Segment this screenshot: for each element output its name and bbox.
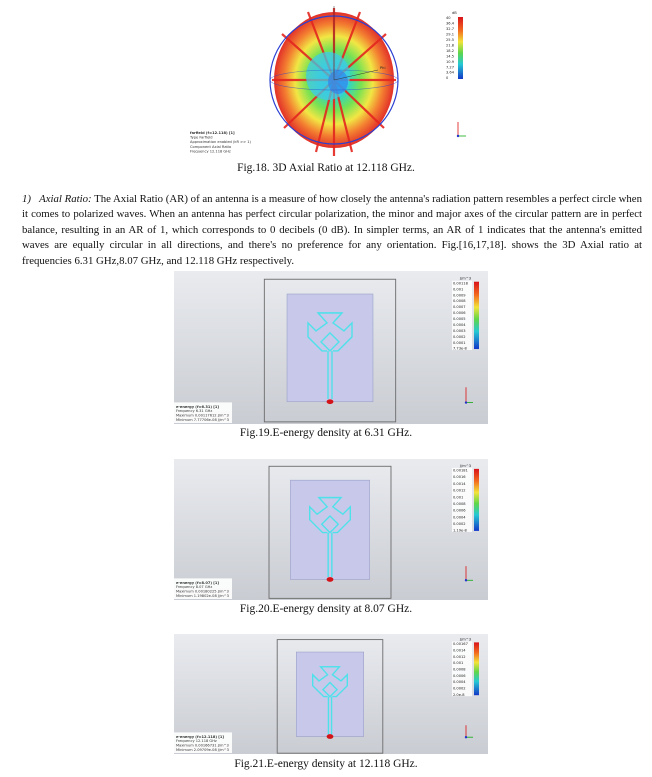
colorbar-tick-label: 0.0012 <box>453 488 466 493</box>
colorbar-tick-label: 0.0005 <box>453 317 466 322</box>
colorbar-tick-label: 25.5 <box>446 38 455 43</box>
colorbar-tick-label: 0.0001 <box>453 340 466 345</box>
logo-fragment <box>34 0 90 5</box>
colorbar-tick-label: 21.8 <box>446 43 455 48</box>
figure-18-caption: Fig.18. 3D Axial Ratio at 12.118 GHz. <box>237 162 415 174</box>
colorbar-tick-label: 0.0008 <box>453 667 466 672</box>
info-line: Maximum 0.00180225 J/m^3 <box>176 589 229 594</box>
colorbar-tick-label: 0.0016 <box>453 475 466 480</box>
colorbar-tick-label: 0.0007 <box>453 305 466 310</box>
colorbar-tick-label: 0.0003 <box>453 328 466 333</box>
info-line: Type Farfield <box>190 135 213 140</box>
colorbar-tick-label: 7.27 <box>446 65 455 70</box>
ground-plane <box>287 294 373 402</box>
colorbar-tick-label: 0.0006 <box>453 673 466 678</box>
colorbar-unit: J/m^3 <box>460 463 472 468</box>
feed-port <box>327 399 334 404</box>
info-line: e-energy (f=12.118) [1] <box>176 734 225 739</box>
info-block-fig19 <box>174 402 232 423</box>
colorbar-tick-label: 0.0004 <box>453 680 466 685</box>
info-line: Maximum 0.00166731 J/m^3 <box>176 743 229 748</box>
colorbar-tick-label: 0.00181 <box>453 468 468 473</box>
colorbar-tick-label: 0.001 <box>453 495 464 500</box>
axis-triad-icon <box>465 725 473 738</box>
colorbar-tick-label: 36.4 <box>446 21 455 26</box>
colorbar-tick-label: 2.0e-8 <box>453 692 465 697</box>
colorbar-unit: dB <box>452 11 457 15</box>
colorbar <box>474 642 479 695</box>
figure-21-image <box>174 634 488 754</box>
colorbar-tick-label: 0.0008 <box>453 299 466 304</box>
colorbar <box>474 469 479 531</box>
figure-21-caption: Fig.21.E-energy density at 12.118 GHz. <box>234 758 418 770</box>
colorbar-unit: J/m^3 <box>460 637 472 642</box>
colorbar-tick-label: 0.0004 <box>453 322 466 327</box>
info-block-fig21 <box>174 732 232 753</box>
colorbar-tick-label: 0.001 <box>453 661 464 666</box>
info-line: Frequency 12.118 GHz <box>176 739 217 744</box>
figure-20-caption: Fig.20.E-energy density at 8.07 GHz. <box>239 603 413 615</box>
colorbar-tick-label: 0.0002 <box>453 521 466 526</box>
colorbar-tick-label: 0.0006 <box>453 311 466 316</box>
info-line: Maximum 0.00117612 J/m^3 <box>176 413 229 418</box>
colorbar-tick-label: 0.0014 <box>453 648 466 653</box>
colorbar-tick-label: 10.9 <box>446 59 455 64</box>
colorbar-tick-label: 0.00167 <box>453 642 468 647</box>
info-line: Frequency 12.118 GHz <box>190 149 231 154</box>
axis-triad-icon <box>465 387 473 404</box>
feed-port <box>327 577 334 582</box>
axial-ratio-paragraph <box>22 192 642 269</box>
info-block-fig18 <box>189 131 252 153</box>
info-line: Minimum 2.09709e-08 J/m^3 <box>176 748 229 752</box>
info-line: Frequency 8.07 GHz <box>176 585 213 590</box>
info-line: farfield (f=12.118) [1] <box>190 131 235 135</box>
colorbar-tick-label: 29.1 <box>446 32 455 37</box>
colorbar-tick-label: 0.0004 <box>453 515 466 520</box>
phi-axis-label: Phi <box>380 66 386 70</box>
colorbar-tick-label: 0.0008 <box>453 501 466 506</box>
info-line: Minimum 7.77706e-08 J/m^3 <box>176 418 229 422</box>
colorbar-tick-label: 40 <box>446 16 451 21</box>
colorbar-tick-label: 18.2 <box>446 48 455 53</box>
colorbar-tick-label: 32.7 <box>446 27 455 32</box>
colorbar-tick-label: 7.73e-8 <box>453 346 467 351</box>
figure-19-image <box>174 271 488 424</box>
info-line: e-energy (f=8.07) [1] <box>176 580 220 585</box>
info-line: Minimum 1.19802e-08 J/m^3 <box>176 594 229 598</box>
info-line: e-energy (f=6.31) [1] <box>176 404 220 409</box>
section-number: 1) <box>22 193 31 205</box>
info-block-fig20 <box>174 578 232 599</box>
feed-port <box>327 734 334 739</box>
axial-ratio-pattern <box>270 6 398 156</box>
colorbar-tick-label: 0.0012 <box>453 654 466 659</box>
section-title: Axial Ratio: <box>39 193 92 205</box>
ground-plane <box>290 480 369 579</box>
colorbar-tick-label: 0 <box>446 76 449 81</box>
axis-triad-icon <box>457 122 466 137</box>
colorbar-tick-label: 0.00118 <box>453 281 468 286</box>
figure-19-caption: Fig.19.E-energy density at 6.31 GHz. <box>239 427 413 439</box>
colorbar <box>474 282 479 349</box>
axis-triad-icon <box>465 566 473 581</box>
colorbar-tick-label: 14.5 <box>446 54 455 59</box>
colorbar-tick-label: 0.001 <box>453 287 464 292</box>
figure-20-image <box>174 459 488 600</box>
colorbar-tick-label: 0.0006 <box>453 508 466 513</box>
colorbar-tick-label: 0.0009 <box>453 293 466 298</box>
info-line: Approximation enabled (kR >> 1) <box>190 140 251 145</box>
colorbar-unit: J/m^3 <box>460 276 472 281</box>
colorbar-tick-label: 3.64 <box>446 70 455 75</box>
ground-plane <box>296 652 363 736</box>
colorbar-tick-label: 0.0014 <box>453 481 466 486</box>
figure-18-image <box>188 6 474 158</box>
info-line: Frequency 6.31 GHz <box>176 409 213 414</box>
info-line: Component Axial Ratio <box>190 144 232 149</box>
colorbar-tick-label: 0.0002 <box>453 334 466 339</box>
section-body: The Axial Ratio (AR) of an antenna is a measure of how closely the antenna's radiation pattern resembles a perfect circle when it comes to polarized waves. When an antenna has perfect circular polarization, the minor and major axes of the circular pattern are in perfect balance, resulting in an AR of 1, which corresponds to 0 decibels (0 dB). In simpler terms, an AR of 1 indicates that the antenna's emitted waves are equally circular in all directions, and there's no preference for any orientation. Fig.[16,17,18]. shows the 3D Axial ratio at frequencies 6.31 GHz,8.07 GHz, and 12.118 GHz respectively. <box>22 193 642 267</box>
colorbar-tick-label: 1.19e-8 <box>453 528 467 533</box>
colorbar-fig18 <box>446 11 463 80</box>
colorbar-tick-label: 0.0002 <box>453 686 466 691</box>
